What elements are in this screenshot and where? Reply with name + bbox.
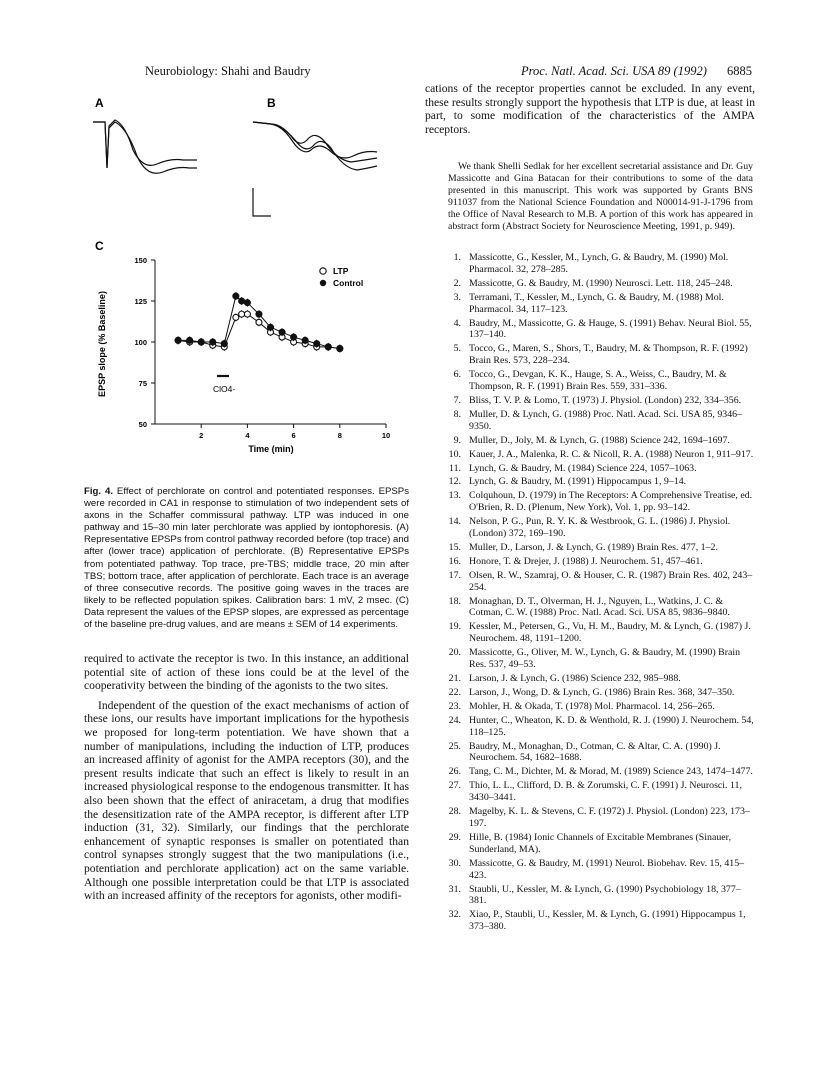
reference-item [445, 516, 757, 540]
reference-number: 13. [448, 490, 461, 502]
reference-number: 20. [448, 647, 461, 659]
reference-text: Mohler, H. & Okada, T. (1978) Mol. Pharmacol. 14, 256–265. [469, 700, 715, 712]
reference-text: Colquhoun, D. (1979) in The Receptors: A Comprehensive Treatise, ed. O'Brien, R. D. (Plenum, New York), Vol. 1, pp. 93–142. [469, 490, 753, 514]
x-tick-label: 10 [381, 431, 391, 440]
data-point-control [268, 324, 274, 330]
reference-item [445, 409, 757, 433]
figure-caption [84, 486, 409, 631]
trace-b-post-tbs [253, 122, 377, 162]
reference-text: Hille, B. (1984) Ionic Channels of Excitable Membranes (Sinauer, Sunderland, MA). [469, 831, 732, 855]
reference-item [445, 715, 757, 739]
panel-b-label: B [267, 96, 276, 110]
reference-number: 4. [453, 317, 461, 329]
data-point-control [187, 337, 193, 343]
legend-ltp-marker [320, 268, 326, 274]
page-number: 6885 [727, 64, 752, 78]
reference-number: 3. [453, 291, 461, 303]
reference-item [445, 476, 757, 488]
reference-text: Magelby, K. L. & Stevens, C. F. (1972) J. Physiol. (London) 223, 173–197. [469, 806, 750, 829]
y-ticks [134, 256, 155, 429]
data-point-control [256, 311, 262, 317]
reference-number: 23. [448, 700, 461, 712]
data-point-control [325, 344, 331, 350]
running-header-left: Neurobiology: Shahi and Baudry [145, 64, 311, 78]
panel-b-traces [253, 122, 377, 170]
reference-text: Staubli, U., Kessler, M. & Lynch, G. (1990) Psychobiology 18, 377–381. [469, 883, 741, 907]
reference-item [445, 741, 757, 765]
reference-item [445, 766, 757, 778]
data-point-control [221, 341, 227, 347]
reference-number: 18. [448, 595, 461, 607]
reference-text: Massicotte, G. & Baudry, M. (1991) Neurol. Biobehav. Rev. 15, 415–423. [469, 857, 745, 881]
y-tick-label: 125 [134, 297, 147, 306]
reference-item [445, 252, 757, 276]
data-point-control [198, 339, 204, 345]
data-point-control [239, 298, 245, 304]
data-point-control [314, 341, 320, 347]
reference-text: Muller, D., Joly, M. & Lynch, G. (1988) Science 242, 1694–1697. [469, 434, 730, 446]
y-tick-label: 100 [134, 338, 147, 347]
reference-item [445, 435, 757, 447]
chart-epsp-slope [97, 256, 390, 454]
y-axis-title: EPSP slope (% Baseline) [97, 291, 107, 397]
panel-a-traces [93, 120, 197, 173]
data-point-control [233, 293, 239, 299]
reference-number: 25. [448, 740, 461, 752]
reference-number: 10. [448, 448, 461, 460]
reference-text: Baudry, M., Massicotte, G. & Hauge, S. (1991) Behav. Neural Biol. 55, 137–140. [469, 317, 752, 341]
reference-item [445, 884, 757, 908]
reference-text: Terramani, T., Kessler, M., Lynch, G. & Baudry, M. (1988) Mol. Pharmacol. 34, 117–123. [469, 291, 724, 315]
reference-item [445, 318, 757, 342]
reference-item [445, 832, 757, 856]
reference-item [445, 570, 757, 594]
reference-number: 32. [448, 909, 461, 921]
reference-text: Kauer, J. A., Malenka, R. C. & Nicoll, R. A. (1988) Neuron 1, 911–917. [469, 448, 754, 460]
reference-item [445, 449, 757, 461]
reference-text: Tang, C. M., Dichter, M. & Morad, M. (1989) Science 243, 1474–1477. [469, 766, 753, 778]
reference-item [445, 806, 757, 830]
reference-text: Tocco, G., Devgan, K. K., Hauge, S. A., Weiss, C., Baudry, M. & Thompson, R. F. (1991) Brain Res. 559, 331–336. [469, 369, 727, 393]
reference-number: 2. [453, 277, 461, 289]
reference-number: 28. [448, 806, 461, 818]
y-tick-label: 50 [138, 420, 147, 429]
y-tick-label: 75 [138, 379, 147, 388]
chart-series [175, 292, 343, 352]
reference-number: 5. [453, 343, 461, 355]
body-text-left [84, 652, 409, 903]
reference-number: 29. [448, 831, 461, 843]
reference-number: 21. [448, 673, 461, 684]
x-axis-title: Time (min) [248, 444, 294, 454]
reference-text: Lynch, G. & Baudry, M. (1984) Science 224, 1057–1063. [469, 462, 697, 474]
reference-number: 24. [448, 714, 461, 726]
data-point-ltp [233, 314, 239, 320]
caption-text: Effect of perchlorate on control and potentiated responses. EPSPs were recorded in CA1 in response to stimulation of two independent sets of axons in the Schaffer commissural pathway. LTP was induced in one pathway and 15–30 min later perchlorate was applied by iontophoresis. (A) Representative EPSPs from control pathway recorded before (top trace) and after (lower trace) application of perchlorate. (B) Representative EPSPs from potentiated pathway. Top trace, pre-TBS; middle trace, 20 min after TBS; bottom trace, after application of perchlorate. Each trace is an average of three consecutive records. The positive going waves in the traces are likely to be reflected population spikes. Calibration bars: 1 mV, 2 msec. (C) Data represent the values of the EPSP slopes, are expressed as percentage of the baseline pre-drug values, and are means ± SEM of 14 experiments. [84, 486, 409, 631]
reference-number: 14. [448, 516, 461, 528]
reference-number: 9. [453, 434, 461, 446]
reference-item [445, 621, 757, 645]
reference-number: 6. [453, 369, 461, 381]
reference-text: Larson, J., Wong, D. & Lynch, G. (1986) Brain Res. 368, 347–350. [469, 686, 735, 698]
reference-text: Muller, D. & Lynch, G. (1988) Proc. Natl. Acad. Sci. USA 85, 9346–9350. [469, 408, 743, 432]
data-point-control [337, 346, 343, 352]
data-point-control [175, 337, 181, 343]
reference-item [445, 490, 757, 514]
x-tick-label: 6 [291, 431, 296, 440]
reference-item [445, 395, 757, 407]
reference-number: 12. [448, 476, 461, 488]
reference-number: 27. [448, 780, 461, 792]
reference-number: 19. [448, 621, 461, 633]
caption-label: Fig. 4. [84, 486, 113, 497]
y-tick-label: 150 [134, 256, 147, 265]
reference-text: Hunter, C., Wheaton, K. D. & Wenthold, R. J. (1990) J. Neurochem. 54, 118–125. [469, 714, 754, 738]
panel-a-label: A [95, 96, 104, 110]
acknowledgment: We thank Shelli Sedlak for her excellent secretarial assistance and Dr. Guy Massicotte and Gina Batacan for their contributions to some of the data presented in this manuscript. This work was supported by Grants BNS 911037 from the National Science Foundation and N00014-91-J-1796 from the Office of Naval Research to M.B. A portion of this work has appeared in abstract form (Abstract Society for Neuroscience Meeting, 1991, p. 949). [448, 161, 753, 232]
data-point-control [244, 300, 250, 306]
reference-item [445, 463, 757, 475]
x-tick-label: 8 [337, 431, 342, 440]
reference-text: Thio, L. L., Clifford, D. B. & Zorumski, C. F. (1991) J. Neurosci. 11, 3430–3441. [469, 780, 742, 804]
reference-text: Tocco, G., Maren, S., Shors, T., Baudry, M. & Thompson, R. F. (1992) Brain Res. 573, 228–234. [469, 343, 748, 367]
reference-text: Nelson, P. G., Pun, R. Y. K. & Westbrook, G. L. (1986) J. Physiol. (London) 372, 169–190. [469, 516, 731, 540]
reference-text: Monaghan, D. T., Olverman, H. J., Nguyen, L., Watkins, J. C. & Cotman, C. W. (1988) Proc. Natl. Acad. Sci. USA 85, 9836–9840. [469, 595, 730, 619]
reference-number: 16. [448, 555, 461, 567]
legend-control-marker [320, 280, 326, 286]
reference-item [445, 596, 757, 620]
reference-number: 8. [453, 408, 461, 420]
reference-text: Baudry, M., Monaghan, D., Cotman, C. & Altar, C. A. (1990) J. Neurochem. 54, 1682–1688. [469, 740, 721, 764]
reference-number: 11. [449, 462, 461, 474]
reference-item [445, 858, 757, 882]
data-point-ltp [256, 319, 262, 325]
reference-text: Kessler, M., Petersen, G., Vu, H. M., Baudry, M. & Lynch, G. (1987) J. Neurochem. 48, 1191–1200. [469, 621, 751, 645]
reference-text: Olsen, R. W., Szamraj, O. & Houser, C. R. (1987) Brain Res. 402, 243–254. [469, 569, 753, 593]
reference-number: 1. [453, 252, 461, 263]
trace-a-after [93, 122, 197, 173]
reference-number: 26. [448, 766, 461, 778]
x-tick-label: 2 [199, 431, 204, 440]
reference-item [445, 556, 757, 568]
reference-number: 30. [448, 857, 461, 869]
reference-item [445, 542, 757, 554]
reference-item [445, 278, 757, 290]
running-header-journal: Proc. Natl. Acad. Sci. USA 89 (1992) [521, 64, 707, 78]
trace-b-pre-tbs [253, 122, 377, 158]
paragraph: cations of the receptor properties cannot be excluded. In any event, these results strongly support the hypothesis that LTP is due, at least in part, to some modification of the characteristics of the AMPA receptors. [425, 82, 755, 136]
paragraph: required to activate the receptor is two. In this instance, an additional potential site of action of these ions could be at the level of the cooperativity between the binding of the agonists to the two sites. [84, 652, 409, 693]
legend-control-label: Control [333, 278, 364, 288]
figure-4 [85, 90, 425, 480]
reference-text: Bliss, T. V. P. & Lomo, T. (1973) J. Physiol. (London) 232, 334–356. [469, 394, 742, 406]
reference-number: 31. [448, 883, 461, 895]
data-point-control [210, 339, 216, 345]
reference-text: Lynch, G. & Baudry, M. (1991) Hippocampus 1, 9–14. [469, 476, 687, 488]
legend [320, 266, 363, 288]
reference-item [445, 909, 757, 933]
data-point-control [291, 334, 297, 340]
x-ticks [199, 424, 390, 440]
reference-text: Massicotte, G., Oliver, M. W., Lynch, G. & Baudry, M. (1990) Brain Res. 537, 49–53. [469, 647, 741, 671]
data-point-control [279, 329, 285, 335]
reference-item [445, 292, 757, 316]
reference-number: 7. [453, 394, 461, 406]
reference-text: Massicotte, G., Kessler, M., Lynch, G. & Baudry, M. (1990) Mol. Pharmacol. 32, 278–285. [469, 252, 729, 275]
reference-item [445, 343, 757, 367]
data-point-ltp [239, 311, 245, 317]
paragraph: Independent of the question of the exact mechanisms of action of these ions, our results have important implications for the hypothesis we proposed for long-term potentiation. We have shown that a number of manipulations, including the induction of LTP, produces an increased affinity of agonist for the AMPA receptors (30), and the present results indicate that such an effect is likely to result in an increased physiological response to the endogenous transmitter. It has also been shown that the effect of aniracetam, a drug that modifies the desensitization rate of the AMPA receptor, is different after LTP induction (31, 32). Similarly, our findings that the perchlorate enhancement of synaptic responses is smaller on potentiated than control synapses strongly suggest that the two manipulations (i.e., potentiation and perchlorate application) act on the same variable. Although one possible interpretation could be that LTP is associated with an increased affinity of the receptors for agonists, other modifi- [84, 698, 409, 903]
reference-number: 22. [448, 686, 461, 698]
reference-text: Massicotte, G. & Baudry, M. (1990) Neurosci. Lett. 118, 245–248. [469, 277, 733, 289]
data-point-control [302, 337, 308, 343]
reference-item [445, 701, 757, 713]
reference-item [445, 647, 757, 671]
reference-item [445, 780, 757, 804]
reference-item [445, 673, 757, 685]
reference-text: Muller, D., Larson, J. & Lynch, G. (1989) Brain Res. 477, 1–2. [469, 541, 718, 553]
data-point-ltp [244, 311, 250, 317]
reference-number: 17. [448, 569, 461, 581]
trace-b-perchlorate [253, 122, 377, 170]
reference-list [445, 252, 757, 935]
reference-text: Honore, T. & Drejer, J. (1988) J. Neurochem. 51, 457–461. [469, 555, 703, 567]
reference-item [445, 687, 757, 699]
calibration-bars [253, 188, 271, 216]
reference-text: Larson, J. & Lynch, G. (1986) Science 232, 985–988. [469, 673, 681, 684]
legend-ltp-label: LTP [333, 266, 349, 276]
reference-number: 15. [448, 541, 461, 553]
x-tick-label: 4 [245, 431, 250, 440]
body-text-right [425, 82, 755, 136]
panel-c-label: C [95, 239, 104, 253]
perchlorate-label: ClO4- [213, 384, 236, 394]
reference-item [445, 369, 757, 393]
reference-text: Xiao, P., Staubli, U., Kessler, M. & Lynch, G. (1991) Hippocampus 1, 373–380. [469, 909, 746, 933]
